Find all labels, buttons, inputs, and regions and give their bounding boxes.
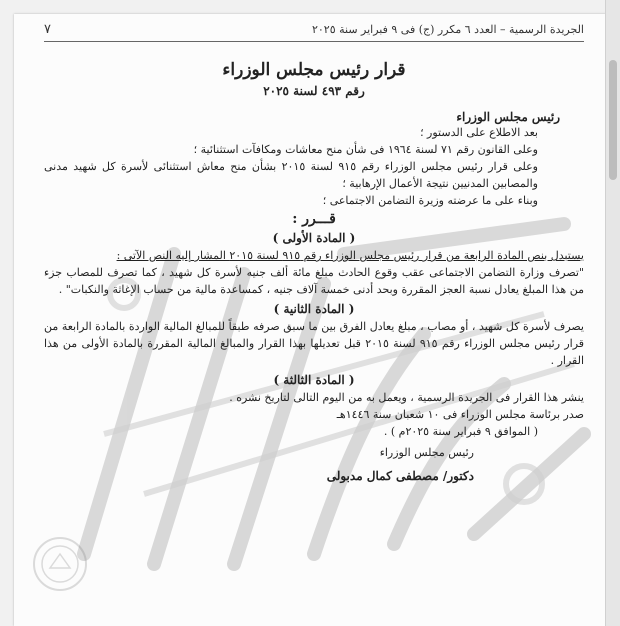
scrollbar-thumb[interactable]: [609, 60, 617, 180]
signature-title: رئيس مجلس الوزراء: [379, 446, 474, 459]
article-3-text: ينشر هذا القرار فى الجريدة الرسمية ، ويعمل به من اليوم التالى لتاريخ نشره .: [229, 391, 584, 404]
document-page: [14, 14, 606, 626]
vertical-scrollbar[interactable]: [605, 0, 620, 626]
gazette-info: الجريدة الرسمية – العدد ٦ مكرر (ج) فى ٩ فبراير سنة ٢٠٢٥: [311, 23, 584, 36]
signatory-name: دكتور/ مصطفى كمال مدبولى: [326, 469, 474, 483]
preamble-line: بعد الاطلاع على الدستور ؛: [420, 126, 538, 139]
seal-icon: [30, 534, 90, 594]
article-3-heading: ( المادة الثالثة ): [273, 373, 355, 387]
article-1-text: "تصرف وزارة التضامن الاجتماعى عقب وقوع الحادث مبلغ مائة ألف جنيه لأسرة كل شهيد ، كما تصرف للمصاب جزء من هذا المبلغ يعادل نسبة العجز المقررة وبحد أدنى خمسة آلاف جنيه ، كمساعدة مالية من حساب الإغاثة والنكبات" .: [44, 266, 584, 296]
article-2-heading: ( المادة الثانية ): [273, 302, 355, 316]
running-header: [44, 22, 584, 42]
article-2-text: يصرف لأسرة كل شهيد ، أو مصاب ، مبلغ يعادل الفرق بين ما سبق صرفه طبقاً للمبالغ المالية الواردة بالمادة الرابعة من قرار رئيس مجلس الوزراء رقم ٩١٥ لسنة ٢٠١٥ قبل تعديلها بهذا القرار والمبالغ المالية المقررة بالمادة الأولى من هذا القرار .: [44, 320, 585, 367]
document-content: [44, 22, 584, 483]
issued-date: صدر برئاسة مجلس الوزراء فى ١٠ شعبان سنة ١٤٤٦هـ: [336, 408, 584, 421]
article-1-heading: ( المادة الأولى ): [272, 231, 356, 245]
decided-heading: قـــرر :: [292, 211, 336, 227]
decree-title: قرار رئيس مجلس الوزراء: [222, 60, 406, 80]
article-1-lead: يستبدل بنص المادة الرابعة من قرار رئيس مجلس الوزراء رقم ٩١٥ لسنة ٢٠١٥ المشار إليه النص الآتى :: [116, 249, 584, 262]
issuer-heading: رئيس مجلس الوزراء: [456, 110, 560, 124]
decree-number: رقم ٤٩٣ لسنة ٢٠٢٥: [263, 84, 365, 98]
signature-block: [44, 446, 584, 483]
preamble-line: وبناء على ما عرضته وزيرة التضامن الاجتماعى ؛: [322, 194, 538, 207]
preamble-line: وعلى القانون رقم ٧١ لسنة ١٩٦٤ فى شأن منح معاشات ومكافآت استثنائية ؛: [193, 143, 538, 156]
page-number: ٧: [44, 22, 51, 37]
gregorian-date: ( الموافق ٩ فبراير سنة ٢٠٢٥م ) .: [383, 425, 538, 438]
preamble-line: وعلى قرار رئيس مجلس الوزراء رقم ٩١٥ لسنة ٢٠١٥ بشأن منح معاش استثنائى لأسرة كل شهيد مدنى والمصابين المدنيين نتيجة الأعمال الإرهابية ؛: [44, 160, 538, 190]
